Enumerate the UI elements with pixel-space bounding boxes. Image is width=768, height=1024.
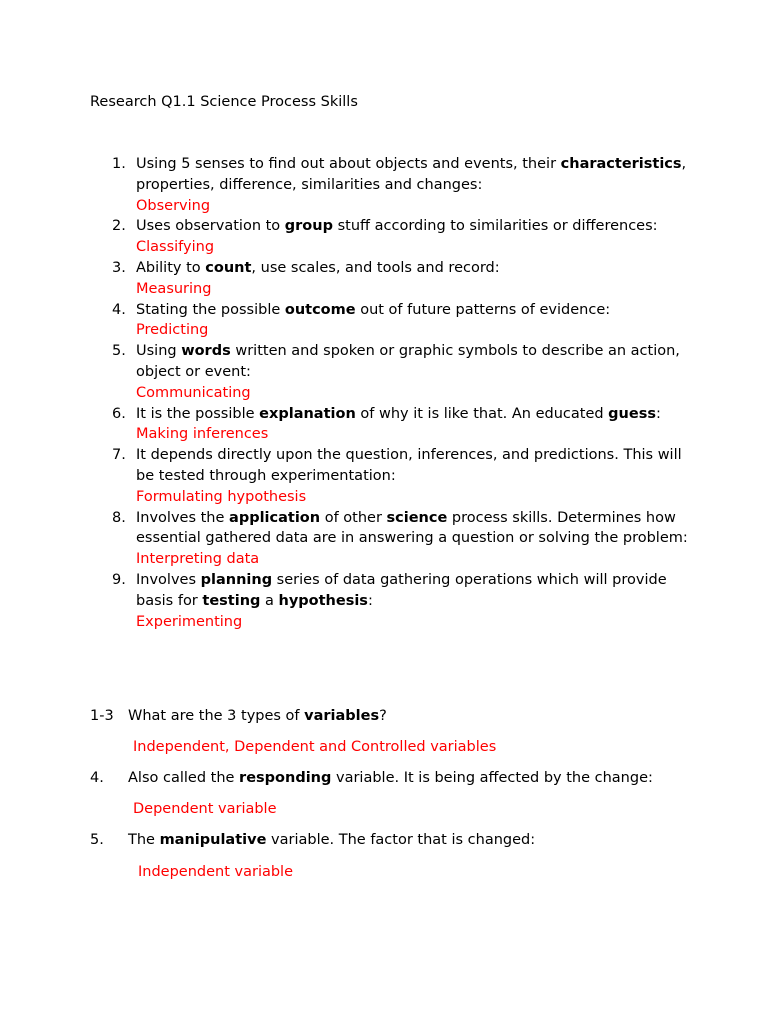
question-5 [90, 830, 535, 850]
bold-keyword: hypothesis [278, 592, 368, 609]
text-run: Uses observation to [136, 218, 285, 235]
text-run: variable. The factor that is changed: [266, 832, 536, 848]
skill-answer: Measuring [136, 280, 212, 297]
skill-number: 6. [112, 405, 126, 422]
skill-item [0, 570, 768, 632]
skill-number: 7. [112, 447, 126, 464]
text-run: Stating the possible [136, 301, 285, 318]
text-run: of why it is like that. An educated [355, 405, 609, 422]
bold-keyword: testing [202, 592, 261, 609]
text-run: The [128, 832, 160, 848]
question-answer: Independent variable [138, 864, 294, 880]
bold-keyword: explanation [259, 405, 356, 422]
text-run: written and spoken or graphic symbols to describe an action, object or event: [136, 343, 680, 380]
skill-item [0, 154, 768, 216]
text-run: What are the 3 types of [128, 708, 305, 724]
skills-list [0, 154, 768, 632]
skill-number: 5. [112, 343, 126, 360]
bold-keyword: guess [608, 405, 656, 422]
skill-description [136, 508, 688, 550]
skill-answer: Experimenting [136, 613, 243, 630]
skill-number: 3. [112, 259, 126, 276]
text-run: ? [379, 708, 387, 724]
bold-keyword: characteristics [560, 156, 682, 172]
skill-description [136, 341, 688, 383]
question-number: 5. [90, 832, 104, 848]
bold-keyword: manipulative [159, 832, 267, 848]
text-run: Using 5 senses to find out about objects and events, their [136, 156, 561, 172]
text-run: , properties, difference, similarities and changes: [136, 156, 687, 193]
text-run: Also called the [128, 770, 240, 786]
bold-keyword: outcome [284, 301, 356, 318]
question-4 [90, 768, 653, 788]
text-run: Involves [136, 571, 201, 588]
bold-keyword: planning [200, 571, 273, 588]
skill-description [136, 570, 688, 612]
skill-answer: Classifying [136, 239, 215, 256]
text-run: of other [320, 509, 387, 526]
text-run: a [260, 592, 279, 609]
skill-item [0, 445, 768, 507]
bold-keyword: science [386, 509, 448, 526]
skill-description [136, 300, 688, 321]
question-text [128, 708, 387, 724]
question-number: 1-3 [90, 708, 114, 724]
skill-answer: Predicting [136, 322, 209, 339]
text-run: It is the possible [136, 405, 260, 422]
bold-keyword: variables [304, 708, 380, 724]
skill-description [136, 404, 688, 425]
bold-keyword: responding [239, 770, 332, 786]
skill-number: 9. [112, 571, 126, 588]
skill-item [0, 216, 768, 258]
skill-number: 4. [112, 301, 126, 318]
text-run: stuff according to similarities or differences: [332, 218, 658, 235]
text-run: : [655, 405, 661, 422]
skill-item [0, 404, 768, 446]
text-run: Involves the [136, 509, 230, 526]
question-answer: Independent, Dependent and Controlled variables [133, 739, 497, 755]
text-run: out of future patterns of evidence: [355, 301, 611, 318]
skill-number: 1. [112, 156, 126, 172]
bold-keyword: words [181, 343, 231, 360]
text-run: Ability to [136, 259, 206, 276]
skill-answer: Interpreting data [136, 551, 260, 568]
skill-answer: Observing [136, 197, 211, 214]
text-run: : [367, 592, 373, 609]
text-run: , use scales, and tools and record: [251, 259, 500, 276]
skill-answer: Making inferences [136, 426, 269, 443]
text-run: It depends directly upon the question, inferences, and predictions. This will be tested through experimentation: [136, 447, 682, 484]
bold-keyword: count [205, 259, 252, 276]
question-number: 4. [90, 770, 104, 786]
bold-keyword: group [284, 218, 333, 235]
skill-item [0, 300, 768, 342]
page-title: Research Q1.1 Science Process Skills [90, 94, 358, 110]
text-run: variable. It is being affected by the change: [331, 770, 653, 786]
skill-description [136, 154, 688, 196]
skill-description [136, 445, 688, 487]
skill-item [0, 341, 768, 403]
text-run: process skills. Determines how essential gathered data are in answering a question or solving the problem: [136, 509, 688, 547]
text-run: Using [136, 343, 182, 360]
text-run: series of data gathering operations which will provide basis for [136, 571, 667, 609]
question-text [128, 770, 653, 786]
skill-answer: Formulating hypothesis [136, 488, 307, 505]
skill-item [0, 258, 768, 300]
skill-description [136, 216, 688, 237]
question-text [128, 832, 535, 848]
skill-number: 8. [112, 509, 126, 526]
bold-keyword: application [229, 509, 321, 526]
skill-answer: Communicating [136, 384, 251, 401]
skill-description [136, 258, 688, 279]
skill-item [0, 508, 768, 570]
question-1-3 [90, 706, 387, 726]
skill-number: 2. [112, 218, 126, 235]
question-answer: Dependent variable [133, 801, 277, 817]
